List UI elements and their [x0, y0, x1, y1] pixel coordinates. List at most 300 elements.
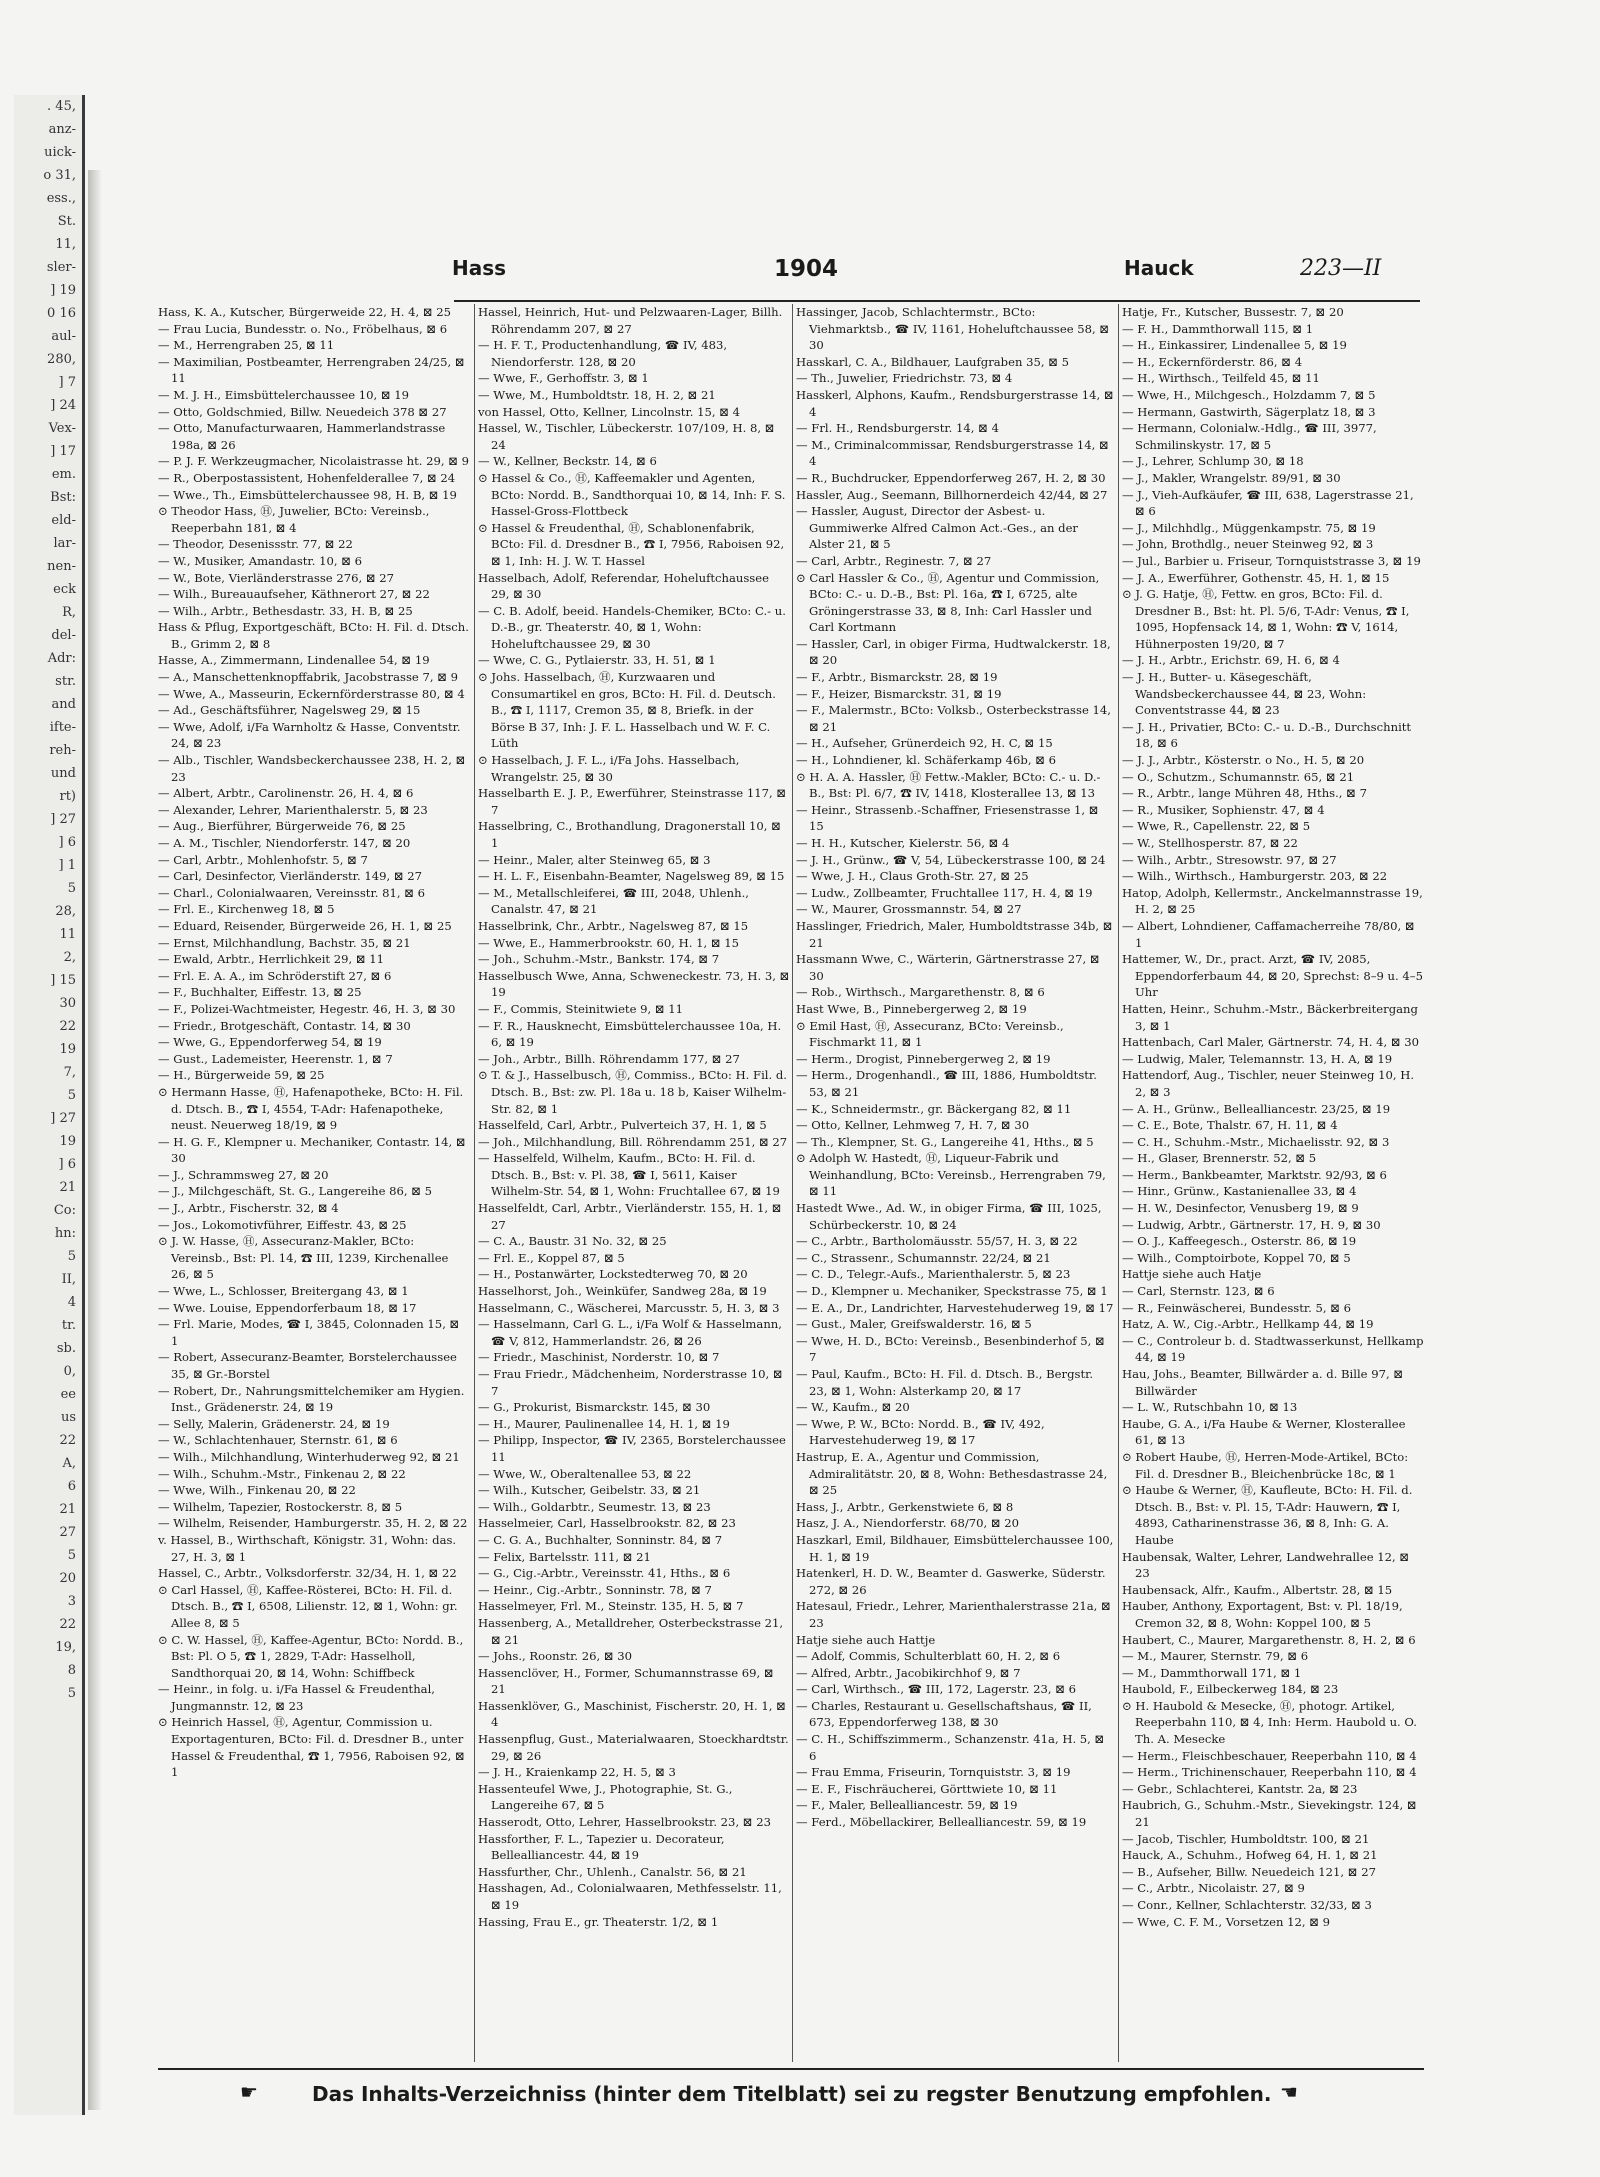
directory-entry: — J. A., Ewerführer, Gothenstr. 45, H. 1, ⊠ 15 — [1122, 570, 1390, 585]
directory-entry: Haubert, C., Maurer, Margarethenstr. 8, H. 2, ⊠ 6 — [1122, 1632, 1416, 1647]
directory-entry: — H. G. F., Klempner u. Mechaniker, Contastr. 14, ⊠ 30 — [158, 1134, 466, 1166]
directory-entry: Hatop, Adolph, Kellermstr., Anckelmannstrasse 19, H. 2, ⊠ 25 — [1122, 885, 1423, 917]
directory-entry: — Ludw., Zollbeamter, Fruchtallee 117, H. 4, ⊠ 19 — [796, 885, 1093, 900]
directory-entry: — Wwe, P. W., BCto: Nordd. B., ☎ IV, 492, Harvestehuderweg 19, ⊠ 17 — [796, 1416, 1045, 1448]
previous-page-fragment: 7, — [63, 1065, 76, 1080]
header-rule — [454, 300, 1420, 302]
directory-entry: — Carl, Desinfector, Vierländerstr. 149, ⊠ 27 — [158, 869, 422, 884]
directory-entry: ⊙ H. A. A. Hassler, Ⓗ Fettw.-Makler, BCto: C.- u. D.-B., Bst: Pl. 6/7, ☎ IV, 1418, Klosterallee 13, ⊠ 13 — [796, 769, 1101, 801]
directory-entry: — F., Malermstr., BCto: Volksb., Osterbeckstrasse 14, ⊠ 21 — [796, 703, 1111, 734]
directory-entry: — H., Postanwärter, Lockstedterweg 70, ⊠ 20 — [478, 1267, 748, 1282]
previous-page-fragment: ] 6 — [58, 1157, 76, 1172]
directory-entry: — Frl. Marie, Modes, ☎ I, 3845, Colonnaden 15, ⊠ 1 — [158, 1317, 460, 1348]
directory-entry: — Otto, Manufacturwaaren, Hammerlandstrasse 198a, ⊠ 26 — [158, 421, 446, 452]
previous-page-fragment: sb. — [56, 1341, 76, 1356]
directory-entry: — J. J., Arbtr., Kösterstr. o No., H. 5, ⊠ 20 — [1122, 753, 1365, 768]
directory-entry: — Maximilian, Postbeamter, Herrengraben 24/25, ⊠ 11 — [158, 354, 465, 386]
directory-entry: — Hermann, Gastwirth, Sägerplatz 18, ⊠ 3 — [1122, 404, 1376, 419]
previous-page-fragment: 3 — [67, 1594, 76, 1609]
directory-entry: — Carl, Arbtr., Mohlenhofstr. 5, ⊠ 7 — [158, 852, 368, 867]
previous-page-fragment: 0, — [63, 1364, 76, 1379]
directory-entry: — Alb., Tischler, Wandsbeckerchaussee 238, H. 2, ⊠ 23 — [158, 753, 466, 784]
previous-page-fragment: ] 17 — [50, 444, 76, 459]
directory-entry: — C. A., Baustr. 31 No. 32, ⊠ 25 — [478, 1234, 667, 1249]
directory-entry: — Albert, Lohndiener, Caffamacherreihe 78/80, ⊠ 1 — [1122, 918, 1415, 950]
directory-entry: ⊙ Carl Hassel, Ⓗ, Kaffee-Rösterei, BCto: H. Fil. d. Dtsch. B., ☎ I, 6508, Lilienstr. 12, ⊠ 1, Wohn: gr. Allee 8, ⊠ 5 — [158, 1582, 458, 1630]
directory-entry: — W., Bote, Vierländerstrasse 276, ⊠ 27 — [158, 570, 394, 585]
directory-entry: — H., Glaser, Brennerstr. 52, ⊠ 5 — [1122, 1151, 1317, 1166]
directory-entry: — Ewald, Arbtr., Herrlichkeit 29, ⊠ 11 — [158, 952, 385, 967]
previous-page-fragment: 11, — [55, 237, 76, 252]
previous-page-fragment: 5 — [67, 1249, 76, 1264]
directory-entry: — A. M., Tischler, Niendorferstr. 147, ⊠ 20 — [158, 836, 411, 850]
previous-page-fragment: St. — [57, 214, 76, 229]
directory-entry: — Heinr., Maler, alter Steinweg 65, ⊠ 3 — [478, 852, 711, 867]
page-gutter-shadow — [88, 170, 102, 2110]
directory-entry: — M., Herrengraben 25, ⊠ 11 — [158, 338, 335, 353]
directory-entry: — Gust., Maler, Greifswalderstr. 16, ⊠ 5 — [796, 1317, 1032, 1332]
previous-page-fragment: 27 — [59, 1525, 76, 1540]
directory-entry: Hasz, J. A., Niendorferstr. 68/70, ⊠ 20 — [796, 1516, 1019, 1531]
directory-entry: Hau, Johs., Beamter, Billwärder a. d. Bille 97, ⊠ Billwärder — [1122, 1367, 1404, 1398]
directory-entry: — Wilh., Wirthsch., Hamburgerstr. 203, ⊠ 22 — [1122, 869, 1388, 884]
directory-entry: ⊙ J. G. Hatje, Ⓗ, Fettw. en gros, BCto: Fil. d. Dresdner B., Bst: ht. Pl. 5/6, T-Adr: Venus, ☎ I, 1095, Hopfensack 14, ⊠ 1, Wohn: ☎ V, 1614, Hühnerposten 19/20, ⊠ 7 — [1122, 587, 1410, 651]
previous-page-edge — [14, 95, 85, 2115]
previous-page-fragment: anz- — [48, 122, 76, 137]
directory-entry: — J. H., Arbtr., Erichstr. 69, H. 6, ⊠ 4 — [1122, 653, 1340, 668]
previous-page-fragment: 22 — [59, 1433, 76, 1448]
directory-entry: Hasslinger, Friedrich, Maler, Humboldtstrasse 34b, ⊠ 21 — [796, 918, 1113, 950]
directory-entry: Hass, K. A., Kutscher, Bürgerweide 22, H. 4, ⊠ 25 — [158, 305, 452, 319]
directory-entry: — J., Arbtr., Fischerstr. 32, ⊠ 4 — [158, 1201, 339, 1216]
directory-entry: — Joh., Schuhm.-Mstr., Bankstr. 174, ⊠ 7 — [478, 952, 720, 967]
directory-entry: — Wilh., Bureauaufseher, Käthnerort 27, ⊠ 22 — [158, 587, 430, 602]
directory-entry: — Wwe, F., Gerhoffstr. 3, ⊠ 1 — [478, 371, 649, 386]
previous-page-fragment: 19 — [59, 1042, 76, 1057]
directory-entry: — Wilh., Milchhandlung, Winterhuderweg 92, ⊠ 21 — [158, 1449, 460, 1464]
directory-entry: v. Hassel, B., Wirthschaft, Königstr. 31, Wohn: das. 27, H. 3, ⊠ 1 — [158, 1532, 457, 1564]
directory-entry: ⊙ C. W. Hassel, Ⓗ, Kaffee-Agentur, BCto: Nordd. B., Bst: Pl. O 5, ☎ 1, 2829, T-Adr: Hasselholl, Sandthorquai 20, ⊠ 14, Wohn: Schiffbeck — [158, 1632, 464, 1680]
previous-page-fragment: 5 — [67, 881, 76, 896]
directory-entry: — Alexander, Lehrer, Marienthalerstr. 5, ⊠ 23 — [158, 802, 428, 817]
pointing-hand-left-icon: ☛ — [240, 2080, 258, 2104]
previous-page-fragment: 280, — [47, 352, 76, 367]
directory-entry: Hattendorf, Aug., Tischler, neuer Steinweg 10, H. 2, ⊠ 3 — [1122, 1068, 1415, 1099]
previous-page-fragment: 22 — [59, 1019, 76, 1034]
directory-entry: — C., Arbtr., Nicolaistr. 27, ⊠ 9 — [1122, 1881, 1305, 1896]
header-year: 1904 — [774, 256, 839, 282]
directory-entry: — D., Klempner u. Mechaniker, Speckstrasse 75, ⊠ 1 — [796, 1284, 1108, 1299]
directory-entry: Haube, G. A., i/Fa Haube & Werner, Klosterallee 61, ⊠ 13 — [1122, 1416, 1406, 1448]
directory-entry: — Heinr., Cig.-Arbtr., Sonninstr. 78, ⊠ 7 — [478, 1582, 712, 1597]
directory-entry: ⊙ Hassel & Freudenthal, Ⓗ, Schablonenfabrik, BCto: Fil. d. Dresdner B., ☎ I, 7956, Raboisen 92, ⊠ 1, Inh: H. J. W. T. Hassel — [478, 520, 785, 568]
directory-entry: Hassmann Wwe, C., Wärterin, Gärtnerstrasse 27, ⊠ 30 — [796, 952, 1100, 983]
header-first-entry: Hass — [452, 256, 507, 280]
directory-entry: — Wwe, J. H., Claus Groth-Str. 27, ⊠ 25 — [796, 869, 1029, 884]
directory-entry: — H., Aufseher, Grünerdeich 92, H. C, ⊠ 15 — [796, 736, 1053, 751]
directory-entry: — G., Cig.-Arbtr., Vereinsstr. 41, Hths., ⊠ 6 — [478, 1566, 731, 1581]
directory-entry: Haubensack, Alfr., Kaufm., Albertstr. 28, ⊠ 15 — [1122, 1582, 1393, 1597]
directory-entry: — H. H., Kutscher, Kielerstr. 56, ⊠ 4 — [796, 836, 1010, 850]
directory-entry: Haubrich, G., Schuhm.-Mstr., Sievekingstr. 124, ⊠ 21 — [1122, 1798, 1417, 1830]
directory-entry: — E. A., Dr., Landrichter, Harvestehuderweg 19, ⊠ 17 — [796, 1300, 1114, 1315]
previous-page-fragment: II, — [61, 1272, 76, 1287]
directory-entry: ⊙ J. W. Hasse, Ⓗ, Assecuranz-Makler, BCto: Vereinsb., Bst: Pl. 14, ☎ III, 1239, Kirchenallee 26, ⊠ 5 — [158, 1234, 449, 1282]
directory-entry: — H., Eckernförderstr. 86, ⊠ 4 — [1122, 354, 1303, 369]
directory-column-2 — [478, 304, 790, 2062]
directory-entry: — Ferd., Möbellackirer, Bellealliancestr. 59, ⊠ 19 — [796, 1815, 1087, 1830]
directory-entry: — M., Dammthorwall 171, ⊠ 1 — [1122, 1665, 1302, 1680]
directory-entry: — F. H., Dammthorwall 115, ⊠ 1 — [1122, 321, 1314, 336]
directory-entry: Hassel, Heinrich, Hut- und Pelzwaaren-Lager, Billh. Röhrendamm 207, ⊠ 27 — [478, 305, 783, 336]
previous-page-fragment: 21 — [59, 1502, 76, 1517]
directory-entry: — Wilh., Arbtr., Stresowstr. 97, ⊠ 27 — [1122, 852, 1337, 867]
directory-entry: von Hassel, Otto, Kellner, Lincolnstr. 15, ⊠ 4 — [478, 404, 740, 419]
directory-entry: ⊙ H. Haubold & Mesecke, Ⓗ, photogr. Artikel, Reeperbahn 110, ⊠ 4, Inh: Herm. Haubold u. O. Th. A. Mesecke — [1122, 1698, 1417, 1747]
previous-page-fragment: Vex- — [48, 421, 76, 436]
directory-entry: — R., Oberpostassistent, Hohenfelderallee 7, ⊠ 24 — [158, 470, 456, 485]
previous-page-fragment: 21 — [59, 1180, 76, 1195]
previous-page-fragment: uick- — [44, 145, 76, 160]
previous-page-fragment: nen- — [47, 559, 76, 574]
directory-entry: — Conr., Kellner, Schlachterstr. 32/33, ⊠ 3 — [1122, 1898, 1372, 1912]
directory-entry: — Wwe, R., Capellenstr. 22, ⊠ 5 — [1122, 819, 1311, 834]
directory-entry: — Frau Friedr., Mädchenheim, Norderstrasse 10, ⊠ 7 — [478, 1367, 783, 1398]
previous-page-fragment: 19 — [59, 1134, 76, 1149]
directory-entry: Hasshagen, Ad., Colonialwaaren, Methfesselstr. 11, ⊠ 19 — [478, 1881, 782, 1912]
directory-entry: — Frl. E., Kirchenweg 18, ⊠ 5 — [158, 902, 335, 917]
directory-entry: — F. R., Hausknecht, Eimsbüttelerchaussee 10a, H. 6, ⊠ 19 — [478, 1018, 782, 1050]
directory-entry: ⊙ Carl Hassler & Co., Ⓗ, Agentur und Commission, BCto: C.- u. D.-B., Bst: Pl. 16a, ☎ I, 6725, alte Gröningerstrasse 33, ⊠ 8, Inh: Carl Hassler und Carl Kortmann — [796, 570, 1100, 635]
directory-entry: — Herm., Fleischbeschauer, Reeperbahn 110, ⊠ 4 — [1122, 1748, 1417, 1763]
directory-entry: — M., Maurer, Sternstr. 79, ⊠ 6 — [1122, 1649, 1309, 1664]
directory-entry: — Ad., Geschäftsführer, Nagelsweg 29, ⊠ 15 — [158, 703, 421, 718]
footer-notice — [240, 2078, 1360, 2112]
directory-entry: — W., Kaufm., ⊠ 20 — [796, 1400, 910, 1415]
directory-entry: — Frl. E. A. A., im Schröderstift 27, ⊠ 6 — [158, 968, 392, 983]
directory-entry: — Alfred, Arbtr., Jacobikirchhof 9, ⊠ 7 — [796, 1665, 1021, 1680]
directory-entry: Hasselfeldt, Carl, Arbtr., Vierländerstr. 155, H. 1, ⊠ 27 — [478, 1201, 782, 1232]
directory-entry: — C. G. A., Buchhalter, Sonninstr. 84, ⊠ 7 — [478, 1532, 723, 1547]
previous-page-fragment: hn: — [54, 1226, 76, 1241]
page-header — [452, 252, 1412, 292]
directory-entry: — J., Lehrer, Schlump 30, ⊠ 18 — [1122, 454, 1304, 469]
previous-page-fragment: ] 24 — [50, 398, 76, 413]
directory-entry: — Otto, Kellner, Lehmweg 7, H. 7, ⊠ 30 — [796, 1118, 1030, 1133]
directory-entry: Hatenkerl, H. D. W., Beamter d. Gaswerke, Süderstr. 272, ⊠ 26 — [796, 1566, 1106, 1597]
directory-entry: Hasselbusch Wwe, Anna, Schweneckestr. 73, H. 3, ⊠ 19 — [478, 968, 790, 1000]
directory-entry: — W., Stellhosperstr. 87, ⊠ 22 — [1122, 836, 1298, 850]
directory-entry: — Ludwig, Maler, Telemannstr. 13, H. A, ⊠ 19 — [1122, 1051, 1393, 1066]
directory-entry: — Wwe., Th., Eimsbüttelerchaussee 98, H. B, ⊠ 19 — [158, 487, 457, 502]
directory-entry: Hatz, A. W., Cig.-Arbtr., Hellkamp 44, ⊠ 19 — [1122, 1317, 1374, 1332]
previous-page-fragment: sler- — [46, 260, 76, 275]
directory-entry: — Wwe, W., Oberaltenallee 53, ⊠ 22 — [478, 1466, 692, 1481]
directory-entry: — W., Kellner, Beckstr. 14, ⊠ 6 — [478, 454, 657, 469]
directory-entry: — Wilh., Arbtr., Bethesdastr. 33, H. B, ⊠ 25 — [158, 603, 413, 618]
pointing-hand-right-icon: ☚ — [1280, 2080, 1298, 2104]
directory-entry: — A., Manschettenknopffabrik, Jacobstrasse 7, ⊠ 9 — [158, 670, 458, 685]
directory-entry: Hassing, Frau E., gr. Theaterstr. 1/2, ⊠ 1 — [478, 1914, 719, 1929]
directory-entry: Hassfurther, Chr., Uhlenh., Canalstr. 56, ⊠ 21 — [478, 1864, 747, 1879]
directory-entry: — J., Makler, Wrangelstr. 89/91, ⊠ 30 — [1122, 470, 1341, 485]
directory-entry: — C., Controleur b. d. Stadtwasserkunst, Hellkamp 44, ⊠ 19 — [1122, 1333, 1424, 1365]
directory-entry: Hassenteufel Wwe, J., Photographie, St. G., Langereihe 67, ⊠ 5 — [478, 1781, 733, 1813]
directory-entry: — J., Schrammsweg 27, ⊠ 20 — [158, 1167, 329, 1182]
directory-entry: Hauber, Anthony, Exportagent, Bst: v. Pl. 18/19, Cremon 32, ⊠ 8, Wohn: Koppel 100, ⊠ 5 — [1122, 1599, 1403, 1630]
directory-entry: ⊙ Robert Haube, Ⓗ, Herren-Mode-Artikel, BCto: Fil. d. Dresdner B., Bleichenbrücke 18c, ⊠ 1 — [1122, 1449, 1409, 1481]
previous-page-fragment: 6 — [67, 1479, 76, 1494]
directory-entry: — Heinr., Strassenb.-Schaffner, Friesenstrasse 1, ⊠ 15 — [796, 802, 1099, 834]
directory-entry: — Carl, Wirthsch., ☎ III, 172, Lagerstr. 23, ⊠ 6 — [796, 1682, 1077, 1697]
directory-entry: — R., Arbtr., lange Mühren 48, Hths., ⊠ 7 — [1122, 786, 1367, 801]
directory-entry: — L. W., Rutschbahn 10, ⊠ 13 — [1122, 1400, 1298, 1415]
directory-entry: — J. H., Grünw., ☎ V, 54, Lübeckerstrasse 100, ⊠ 24 — [796, 852, 1106, 867]
previous-page-fragment: 11 — [59, 927, 76, 942]
directory-entry: — Adolf, Commis, Schulterblatt 60, H. 2, ⊠ 6 — [796, 1649, 1061, 1664]
directory-entry: — Philipp, Inspector, ☎ IV, 2365, Borstelerchaussee 11 — [478, 1433, 786, 1464]
directory-entry: Hass, J., Arbtr., Gerkenstwiete 6, ⊠ 8 — [796, 1499, 1014, 1514]
previous-page-fragment: Adr: — [47, 651, 76, 666]
directory-entry: — B., Aufseher, Billw. Neuedeich 121, ⊠ 27 — [1122, 1864, 1376, 1879]
directory-entry: — Hinr., Grünw., Kastanienallee 33, ⊠ 4 — [1122, 1184, 1357, 1199]
directory-entry: — M., Metallschleiferei, ☎ III, 2048, Uhlenh., Canalstr. 47, ⊠ 21 — [478, 885, 749, 917]
directory-entry: — Wilh., Schuhm.-Mstr., Finkenau 2, ⊠ 22 — [158, 1466, 406, 1481]
directory-entry: — Gust., Lademeister, Heerenstr. 1, ⊠ 7 — [158, 1051, 393, 1066]
directory-column-3 — [796, 304, 1114, 2062]
directory-entry: — H. W., Desinfector, Venusberg 19, ⊠ 9 — [1122, 1201, 1359, 1216]
directory-entry: Hattenbach, Carl Maler, Gärtnerstr. 74, H. 4, ⊠ 30 — [1122, 1035, 1420, 1050]
directory-entry: — Frau Emma, Friseurin, Tornquiststr. 3, ⊠ 19 — [796, 1765, 1071, 1780]
directory-entry: — Wwe, Wilh., Finkenau 20, ⊠ 22 — [158, 1483, 356, 1498]
directory-entry: Hasselmann, C., Wäscherei, Marcusstr. 5, H. 3, ⊠ 3 — [478, 1300, 780, 1315]
previous-page-fragment: 19, — [55, 1640, 76, 1655]
previous-page-fragment: 8 — [67, 1663, 76, 1678]
directory-entry: — K., Schneidermstr., gr. Bäckergang 82, ⊠ 11 — [796, 1101, 1072, 1116]
directory-entry: — J. H., Butter- u. Käsegeschäft, Wandsbeckerchaussee 44, ⊠ 23, Wohn: Conventstrasse 44, ⊠ 23 — [1122, 670, 1367, 718]
directory-entry: — Hassler, Carl, in obiger Firma, Hudtwalckerstr. 18, ⊠ 20 — [796, 636, 1111, 668]
directory-entry: — Joh., Milchhandlung, Bill. Röhrendamm 251, ⊠ 27 — [478, 1134, 788, 1149]
directory-entry: — R., Feinwäscherei, Bundesstr. 5, ⊠ 6 — [1122, 1300, 1352, 1315]
directory-entry: — Ernst, Milchhandlung, Bachstr. 35, ⊠ 21 — [158, 935, 411, 950]
previous-page-fragment: eld- — [51, 513, 76, 528]
directory-entry: Hassel, W., Tischler, Lübeckerstr. 107/109, H. 8, ⊠ 24 — [478, 421, 775, 452]
directory-entry: — Friedr., Brotgeschäft, Contastr. 14, ⊠ 30 — [158, 1018, 411, 1033]
previous-page-fragment: rt) — [59, 789, 76, 804]
previous-page-fragment: . 45, — [47, 99, 76, 114]
directory-entry: — F., Arbtr., Bismarckstr. 28, ⊠ 19 — [796, 670, 998, 685]
previous-page-fragment: del- — [51, 628, 76, 643]
previous-page-fragment: 5 — [67, 1686, 76, 1701]
directory-entry: — J., Vieh-Aufkäufer, ☎ III, 638, Lagerstrasse 21, ⊠ 6 — [1122, 487, 1414, 519]
directory-entry: — F., Maler, Bellealliancestr. 59, ⊠ 19 — [796, 1798, 1018, 1813]
directory-entry: — Wilh., Kutscher, Geibelstr. 33, ⊠ 21 — [478, 1483, 701, 1498]
directory-entry: — Wwe, C. G., Pytlaierstr. 33, H. 51, ⊠ 1 — [478, 653, 716, 668]
directory-entry: ⊙ Theodor Hass, Ⓗ, Juwelier, BCto: Vereinsb., Reeperbahn 181, ⊠ 4 — [158, 504, 430, 535]
previous-page-fragment: A, — [62, 1456, 76, 1471]
previous-page-fragment: R, — [62, 605, 76, 620]
directory-entry: — W., Musiker, Amandastr. 10, ⊠ 6 — [158, 553, 362, 568]
directory-entry: — Herm., Bankbeamter, Marktstr. 92/93, ⊠ 6 — [1122, 1167, 1387, 1182]
directory-entry: — Felix, Bartelsstr. 111, ⊠ 21 — [478, 1549, 651, 1564]
directory-entry: — Wilh., Goldarbtr., Seumestr. 13, ⊠ 23 — [478, 1499, 711, 1514]
directory-entry: — John, Brothdlg., neuer Steinweg 92, ⊠ 3 — [1122, 537, 1374, 552]
directory-entry: — J., Milchgeschäft, St. G., Langereihe 86, ⊠ 5 — [158, 1184, 433, 1199]
directory-entry: — M. J. H., Eimsbüttelerchaussee 10, ⊠ 19 — [158, 387, 410, 402]
previous-page-fragment: str. — [55, 674, 76, 689]
directory-entry: — C. E., Bote, Thalstr. 67, H. 11, ⊠ 4 — [1122, 1118, 1338, 1133]
directory-entry: — Wwe, A., Masseurin, Eckernförderstrasse 80, ⊠ 4 — [158, 686, 465, 701]
directory-entry: Hattje siehe auch Hatje — [1122, 1267, 1262, 1282]
directory-entry: ⊙ Adolph W. Hastedt, Ⓗ, Liqueur-Fabrik und Weinhandlung, BCto: Vereinsb., Herrengraben 79, ⊠ 11 — [796, 1151, 1106, 1199]
directory-entry: — J. H., Privatier, BCto: C.- u. D.-B., Durchschnitt 18, ⊠ 6 — [1122, 719, 1412, 751]
directory-entry: — Wilhelm, Reisender, Hamburgerstr. 35, H. 2, ⊠ 22 — [158, 1516, 468, 1531]
directory-entry: Hassforther, F. L., Tapezier u. Decorateur, Bellealliancestr. 44, ⊠ 19 — [478, 1831, 725, 1863]
directory-entry: Hauck, A., Schuhm., Hofweg 64, H. 1, ⊠ 21 — [1122, 1848, 1378, 1863]
directory-entry: Hatje siehe auch Hattje — [796, 1632, 936, 1647]
directory-entry: — Wwe, Adolf, i/Fa Warnholtz & Hasse, Conventstr. 24, ⊠ 23 — [158, 719, 461, 751]
directory-entry: — Carl, Arbtr., Reginestr. 7, ⊠ 27 — [796, 553, 992, 568]
directory-entry: Hassenberg, A., Metalldreher, Osterbeckstrasse 21, ⊠ 21 — [478, 1615, 784, 1647]
directory-entry: Hasselbach, Adolf, Referendar, Hoheluftchaussee 29, ⊠ 30 — [478, 570, 769, 602]
directory-entry: ⊙ T. & J., Hasselbusch, Ⓗ, Commiss., BCto: H. Fil. d. Dtsch. B., Bst: zw. Pl. 18a u. 18 b, Kaiser Wilhelm-Str. 82, ⊠ 1 — [478, 1068, 787, 1116]
directory-entry: — Johs., Roonstr. 26, ⊠ 30 — [478, 1649, 633, 1664]
directory-entry: — H., Bürgerweide 59, ⊠ 25 — [158, 1068, 325, 1083]
directory-entry: — Friedr., Maschinist, Norderstr. 10, ⊠ 7 — [478, 1350, 720, 1365]
directory-entry: Hatje, Fr., Kutscher, Bussestr. 7, ⊠ 20 — [1122, 305, 1344, 319]
page-number: 223—II — [1300, 256, 1382, 281]
directory-entry: — Eduard, Reisender, Bürgerweide 26, H. 1, ⊠ 25 — [158, 918, 452, 933]
directory-entry: — Frl. E., Koppel 87, ⊠ 5 — [478, 1250, 625, 1265]
directory-entry: — Joh., Arbtr., Billh. Röhrendamm 177, ⊠ 27 — [478, 1051, 740, 1066]
directory-entry: — Wwe, M., Humboldtstr. 18, H. 2, ⊠ 21 — [478, 387, 716, 402]
directory-entry: — H. F. T., Productenhandlung, ☎ IV, 483, Niendorferstr. 128, ⊠ 20 — [478, 338, 728, 369]
directory-entry: — O., Schutzm., Schumannstr. 65, ⊠ 21 — [1122, 769, 1355, 784]
previous-page-fragment: o 31, — [43, 168, 76, 183]
previous-page-fragment: us — [60, 1410, 76, 1425]
column-divider — [1118, 304, 1119, 2062]
directory-entry: ⊙ Heinrich Hassel, Ⓗ, Agentur, Commission u. Exportagenturen, BCto: Fil. d. Dresdner B., unter Hassel & Freudenthal, ☎ 1, 7956, Raboisen 92, ⊠ 1 — [158, 1715, 465, 1780]
directory-entry: — Carl, Sternstr. 123, ⊠ 6 — [1122, 1284, 1275, 1299]
directory-entry: Hassenpflug, Gust., Materialwaaren, Stoeckhardtstr. 29, ⊠ 26 — [478, 1732, 789, 1763]
directory-entry: — M., Criminalcommissar, Rendsburgerstrasse 14, ⊠ 4 — [796, 437, 1109, 469]
previous-page-fragment: und — [50, 766, 76, 781]
directory-entry: — Wilh., Comptoirbote, Koppel 70, ⊠ 5 — [1122, 1250, 1351, 1265]
directory-entry: Hassler, Aug., Seemann, Billhornerdeich 42/44, ⊠ 27 — [796, 487, 1108, 502]
directory-entry: — H., Lohndiener, kl. Schäferkamp 46b, ⊠ 6 — [796, 753, 1056, 768]
directory-entry: — Robert, Dr., Nahrungsmittelchemiker am Hygien. Inst., Grädenerstr. 24, ⊠ 19 — [158, 1383, 465, 1415]
directory-entry: — O. J., Kaffeegesch., Osterstr. 86, ⊠ 19 — [1122, 1234, 1357, 1249]
previous-page-fragment: reh- — [49, 743, 76, 758]
directory-entry: Hastrup, E. A., Agentur und Commission, Admiralitätstr. 20, ⊠ 8, Wohn: Bethesdastrasse 24, ⊠ 25 — [796, 1449, 1108, 1498]
directory-entry: — Charl., Colonialwaaren, Vereinsstr. 81, ⊠ 6 — [158, 885, 426, 900]
previous-page-fragment: ] 27 — [50, 1111, 76, 1126]
directory-entry: — C. H., Schiffszimmerm., Schanzenstr. 41a, H. 5, ⊠ 6 — [796, 1732, 1105, 1763]
directory-entry: — Heinr., in folg. u. i/Fa Hassel & Freudenthal, Jungmannstr. 12, ⊠ 23 — [158, 1682, 435, 1713]
directory-entry: Haubold, F., Eilbeckerweg 184, ⊠ 23 — [1122, 1682, 1339, 1697]
directory-entry: — Paul, Kaufm., BCto: H. Fil. d. Dtsch. B., Bergstr. 23, ⊠ 1, Wohn: Alsterkamp 20, ⊠ 17 — [796, 1367, 1094, 1398]
header-last-entry: Hauck — [1124, 256, 1194, 280]
previous-page-fragment: 5 — [67, 1548, 76, 1563]
directory-entry: — Robert, Assecuranz-Beamter, Borstelerchaussee 35, ⊠ Gr.-Borstel — [158, 1350, 457, 1381]
directory-column-1 — [158, 304, 470, 2062]
previous-page-fragment: ] 19 — [50, 283, 76, 298]
directory-entry: — R., Musiker, Sophienstr. 47, ⊠ 4 — [1122, 802, 1325, 817]
directory-entry: — Jos., Lokomotivführer, Eiffestr. 43, ⊠ 25 — [158, 1217, 407, 1232]
directory-entry: — H., Einkassirer, Lindenallee 5, ⊠ 19 — [1122, 338, 1347, 353]
directory-entry: — Ludwig, Arbtr., Gärtnerstr. 17, H. 9, ⊠ 30 — [1122, 1217, 1381, 1232]
previous-page-fragment: 20 — [59, 1571, 76, 1586]
directory-entry: — C. D., Telegr.-Aufs., Marienthalerstr. 5, ⊠ 23 — [796, 1267, 1071, 1282]
directory-entry: Hasselbring, C., Brothandlung, Dragonerstall 10, ⊠ 1 — [478, 819, 781, 850]
directory-entry: Hasselbarth E. J. P., Ewerführer, Steinstrasse 117, ⊠ 7 — [478, 786, 787, 817]
directory-entry: Hasselbrink, Chr., Arbtr., Nagelsweg 87, ⊠ 15 — [478, 918, 749, 933]
directory-entry: — A. H., Grünw., Bellealliancestr. 23/25, ⊠ 19 — [1122, 1101, 1391, 1116]
footer-rule — [158, 2068, 1424, 2070]
previous-page-fragment: 4 — [67, 1295, 76, 1310]
directory-entry: — H., Maurer, Paulinenallee 14, H. 1, ⊠ 19 — [478, 1416, 730, 1431]
previous-page-fragment: ] 6 — [58, 835, 76, 850]
directory-entry: Hassinger, Jacob, Schlachtermstr., BCto: Viehmarktsb., ☎ IV, 1161, Hoheluftchaussee 58, ⊠ 30 — [796, 305, 1110, 353]
previous-page-fragment: ee — [60, 1387, 76, 1402]
directory-entry: — Wwe. Louise, Eppendorferbaum 18, ⊠ 17 — [158, 1300, 417, 1315]
directory-entry: — Otto, Goldschmied, Billw. Neuedeich 378 ⊠ 27 — [158, 404, 447, 419]
previous-page-fragment: 30 — [59, 996, 76, 1011]
previous-page-fragment: ifte- — [49, 720, 76, 735]
directory-entry: Hasselmeyer, Frl. M., Steinstr. 135, H. 5, ⊠ 7 — [478, 1599, 744, 1614]
directory-entry: ⊙ Haube & Werner, Ⓗ, Kaufleute, BCto: H. Fil. d. Dtsch. B., Bst: v. Pl. 15, T-Adr: Hauwern, ☎ I, 4893, Catharinenstrasse 36, ⊠ 8, Inh: G. A. Haube — [1122, 1483, 1413, 1547]
directory-entry: Haszkarl, Emil, Bildhauer, Eimsbüttelerchaussee 100, H. 1, ⊠ 19 — [796, 1532, 1114, 1564]
directory-entry: — Wwe, H., Milchgesch., Holzdamm 7, ⊠ 5 — [1122, 387, 1376, 402]
directory-entry: — C. B. Adolf, beeid. Handels-Chemiker, BCto: C.- u. D.-B., gr. Theaterstr. 40, ⊠ 1, Wohn: Hoheluftchaussee 29, ⊠ 30 — [478, 603, 786, 651]
directory-entry: — Selly, Malerin, Grädenerstr. 24, ⊠ 19 — [158, 1416, 390, 1431]
directory-entry: — F., Commis, Steinitwiete 9, ⊠ 11 — [478, 1001, 684, 1016]
directory-entry: — Wwe, G., Eppendorferweg 54, ⊠ 19 — [158, 1035, 382, 1050]
column-divider — [474, 304, 475, 2062]
directory-entry: — W., Maurer, Grossmannstr. 54, ⊠ 27 — [796, 902, 1022, 917]
directory-entry: — Jacob, Tischler, Humboldtstr. 100, ⊠ 21 — [1122, 1831, 1370, 1846]
directory-entry: — Hasselmann, Carl G. L., i/Fa Wolf & Hasselmann, ☎ V, 812, Hammerlandstr. 26, ⊠ 26 — [478, 1317, 782, 1348]
previous-page-fragment: ] 1 — [58, 858, 76, 873]
directory-entry: — Albert, Arbtr., Carolinenstr. 26, H. 4, ⊠ 6 — [158, 786, 414, 801]
previous-page-fragment: 28, — [55, 904, 76, 919]
previous-page-fragment: Co: — [53, 1203, 76, 1218]
directory-entry: Hasse, A., Zimmermann, Lindenallee 54, ⊠ 19 — [158, 653, 430, 668]
directory-entry: Hassenklöver, G., Maschinist, Fischerstr. 20, H. 1, ⊠ 4 — [478, 1698, 786, 1730]
directory-entry: Haubensak, Walter, Lehrer, Landwehrallee 12, ⊠ 23 — [1122, 1549, 1410, 1581]
directory-entry: — Frl. H., Rendsburgerstr. 14, ⊠ 4 — [796, 421, 999, 436]
previous-page-fragment: aul- — [51, 329, 76, 344]
directory-entry: — Charles, Restaurant u. Gesellschaftshaus, ☎ II, 673, Eppendorferweg 138, ⊠ 30 — [796, 1698, 1092, 1730]
directory-entry: — Herm., Trichinenschauer, Reeperbahn 110, ⊠ 4 — [1122, 1765, 1417, 1780]
directory-entry: — R., Buchdrucker, Eppendorferweg 267, H. 2, ⊠ 30 — [796, 470, 1106, 485]
directory-entry: Hassenclöver, H., Former, Schumannstrasse 69, ⊠ 21 — [478, 1665, 774, 1697]
directory-entry: — Herm., Drogist, Pinnebergerweg 2, ⊠ 19 — [796, 1051, 1051, 1066]
column-divider — [792, 304, 793, 2062]
directory-column-4 — [1122, 304, 1424, 2062]
previous-page-fragment: 2, — [63, 950, 76, 965]
directory-entry: ⊙ Hasselbach, J. F. L., i/Fa Johs. Hasselbach, Wrangelstr. 25, ⊠ 30 — [478, 753, 740, 784]
directory-entry: — Theodor, Desenissstr. 77, ⊠ 22 — [158, 537, 353, 552]
directory-entry: — H. L. F., Eisenbahn-Beamter, Nagelsweg 89, ⊠ 15 — [478, 869, 785, 884]
directory-entry: Hassel, C., Arbtr., Volksdorferstr. 32/34, H. 1, ⊠ 22 — [158, 1566, 457, 1581]
directory-entry: — Aug., Bierführer, Bürgerweide 76, ⊠ 25 — [158, 819, 406, 834]
directory-entry: — W., Schlachtenhauer, Sternstr. 61, ⊠ 6 — [158, 1433, 398, 1448]
previous-page-fragment: eck — [53, 582, 76, 597]
directory-entry: — Hassler, August, Director der Asbest- u. Gummiwerke Alfred Calmon Act.-Ges., an der Alster 21, ⊠ 5 — [796, 504, 1078, 552]
directory-entry: — J. H., Kraienkamp 22, H. 5, ⊠ 3 — [478, 1765, 676, 1780]
previous-page-fragment: 5 — [67, 1088, 76, 1103]
